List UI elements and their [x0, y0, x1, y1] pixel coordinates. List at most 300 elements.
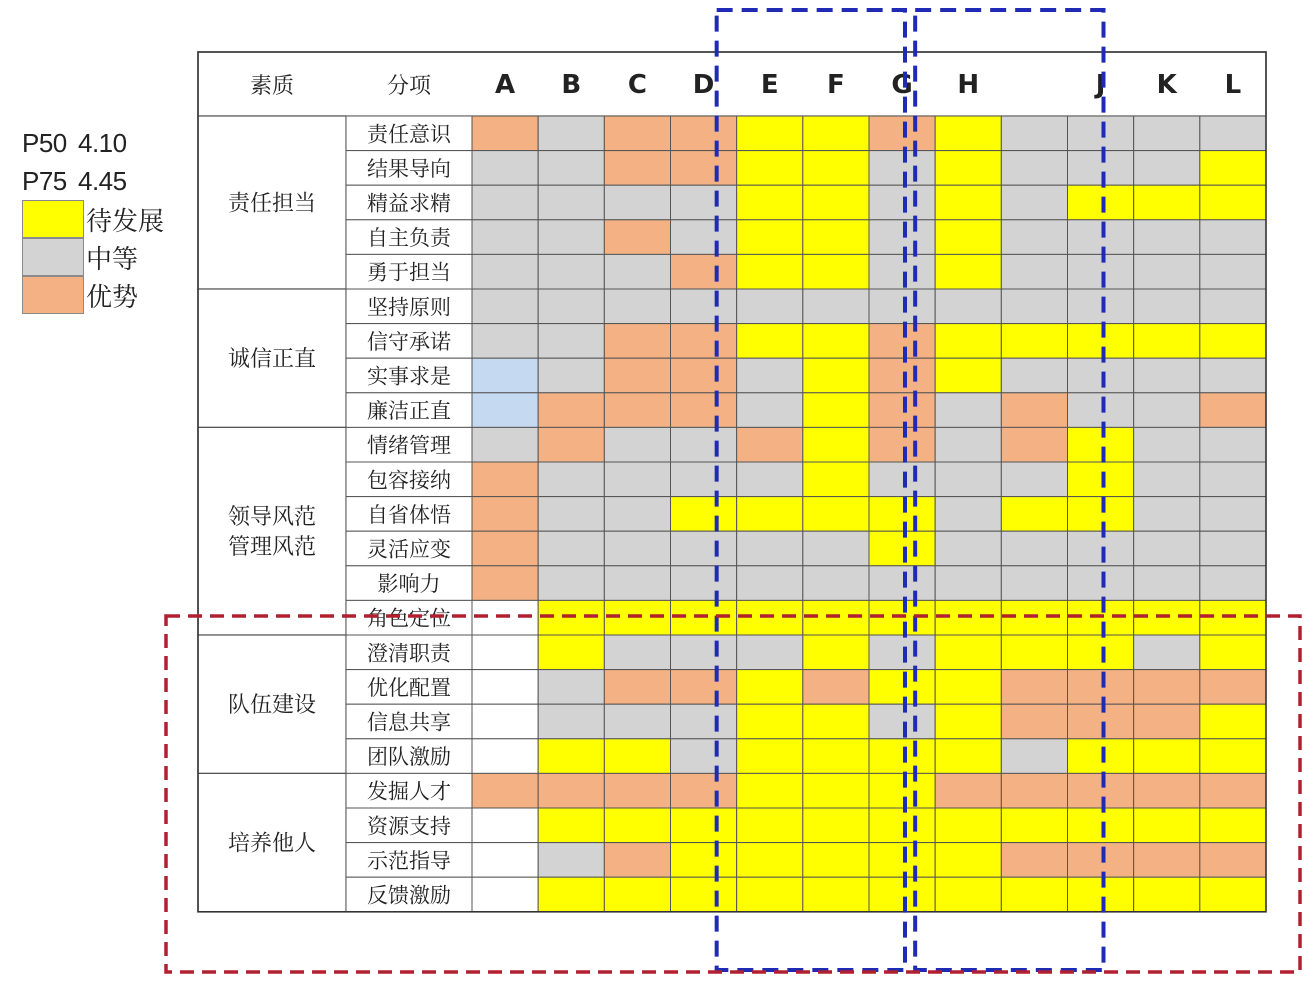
matrix-cell	[869, 704, 935, 739]
matrix-cell	[538, 739, 604, 774]
p50-value: 4.10	[78, 128, 127, 158]
matrix-cell	[671, 289, 737, 324]
matrix-cell	[1200, 635, 1266, 670]
matrix-cell	[1001, 116, 1067, 151]
matrix-cell	[1134, 427, 1200, 462]
matrix-cell	[671, 531, 737, 566]
matrix-cell	[1134, 151, 1200, 186]
matrix-cell	[671, 358, 737, 393]
matrix-cell	[472, 704, 538, 739]
matrix-cell	[472, 808, 538, 843]
matrix-cell	[671, 324, 737, 359]
matrix-cell	[803, 739, 869, 774]
header-col-G: G	[891, 70, 913, 100]
matrix-cell	[1200, 462, 1266, 497]
matrix-cell	[538, 324, 604, 359]
matrix-cell	[869, 773, 935, 808]
matrix-cell	[1001, 393, 1067, 428]
matrix-cell	[671, 704, 737, 739]
group-label: 责任担当	[227, 191, 317, 217]
item-label: 包容接纳	[367, 468, 451, 493]
matrix-cell	[1068, 773, 1134, 808]
matrix-cell	[869, 254, 935, 289]
item-label: 实事求是	[367, 364, 451, 389]
matrix-cell	[671, 566, 737, 601]
matrix-cell	[1068, 566, 1134, 601]
matrix-cell	[1134, 358, 1200, 393]
matrix-cell	[935, 704, 1001, 739]
matrix-cell	[1068, 739, 1134, 774]
matrix-cell	[1068, 324, 1134, 359]
matrix-cell	[1200, 427, 1266, 462]
matrix-cell	[869, 151, 935, 186]
matrix-cell	[737, 531, 803, 566]
matrix-cell	[737, 427, 803, 462]
matrix-cell	[1001, 497, 1067, 532]
matrix-cell	[472, 289, 538, 324]
matrix-cell	[604, 289, 670, 324]
matrix-cell	[737, 151, 803, 186]
matrix-cell	[671, 808, 737, 843]
header-col-B: B	[561, 70, 582, 100]
matrix-cell	[472, 393, 538, 428]
header-col-H: H	[957, 70, 980, 100]
matrix-cell	[1134, 808, 1200, 843]
matrix-cell	[1068, 254, 1134, 289]
matrix-cell	[472, 427, 538, 462]
matrix-cell	[935, 531, 1001, 566]
item-label: 自主负责	[367, 226, 451, 251]
matrix-cell	[869, 531, 935, 566]
matrix-cell	[538, 497, 604, 532]
matrix-cell	[604, 670, 670, 705]
matrix-cell	[538, 254, 604, 289]
item-label: 资源支持	[367, 814, 451, 839]
matrix-cell	[1001, 151, 1067, 186]
matrix-cell	[604, 393, 670, 428]
matrix-cell	[869, 566, 935, 601]
matrix-cell	[737, 289, 803, 324]
matrix-cell	[1134, 324, 1200, 359]
matrix-cell	[604, 462, 670, 497]
matrix-cell	[671, 670, 737, 705]
matrix-cell	[803, 635, 869, 670]
item-label: 责任意识	[367, 122, 451, 147]
group-label: 诚信正直	[227, 347, 317, 373]
matrix-cell	[935, 497, 1001, 532]
matrix-cell	[803, 877, 869, 912]
matrix-cell	[803, 427, 869, 462]
matrix-cell	[803, 808, 869, 843]
group-label: 培养他人	[227, 831, 317, 857]
matrix-cell	[737, 704, 803, 739]
matrix-cell	[737, 254, 803, 289]
matrix-cell	[671, 773, 737, 808]
matrix-cell	[604, 808, 670, 843]
matrix-cell	[1068, 462, 1134, 497]
item-label: 信守承诺	[367, 329, 451, 354]
matrix-cell	[935, 185, 1001, 220]
matrix-cell	[935, 670, 1001, 705]
matrix-cell	[1134, 843, 1200, 878]
matrix-cell	[1134, 462, 1200, 497]
matrix-cell	[1200, 185, 1266, 220]
matrix-cell	[1200, 254, 1266, 289]
matrix-cell	[737, 116, 803, 151]
matrix-cell	[803, 462, 869, 497]
matrix-cell	[671, 151, 737, 186]
matrix-cell	[803, 497, 869, 532]
matrix-cell	[604, 739, 670, 774]
matrix-cell	[538, 393, 604, 428]
matrix-cell	[737, 393, 803, 428]
matrix-cell	[803, 151, 869, 186]
matrix-cell	[604, 427, 670, 462]
matrix-cell	[1068, 393, 1134, 428]
matrix-cell	[472, 843, 538, 878]
matrix-cell	[1200, 116, 1266, 151]
matrix-cell	[1200, 531, 1266, 566]
matrix-cell	[869, 220, 935, 255]
matrix-cell	[538, 670, 604, 705]
matrix-cell	[1134, 531, 1200, 566]
matrix-cell	[472, 739, 538, 774]
matrix-cell	[604, 843, 670, 878]
matrix-cell	[1068, 116, 1134, 151]
matrix-cell	[1001, 635, 1067, 670]
matrix-cell	[538, 462, 604, 497]
matrix-cell	[935, 427, 1001, 462]
matrix-cell	[538, 566, 604, 601]
legend-label-medium: 中等	[86, 243, 139, 274]
matrix-cell	[604, 773, 670, 808]
matrix-cell	[1134, 220, 1200, 255]
matrix-cell	[1134, 566, 1200, 601]
item-label: 信息共享	[367, 710, 451, 735]
matrix-cell	[737, 185, 803, 220]
matrix-cell	[1068, 151, 1134, 186]
matrix-cell	[1200, 739, 1266, 774]
item-label: 灵活应变	[367, 537, 451, 562]
p75-label: P75	[22, 166, 67, 196]
matrix-cell	[538, 220, 604, 255]
header-item: 分项	[386, 74, 432, 99]
matrix-cell	[472, 462, 538, 497]
matrix-cell	[604, 877, 670, 912]
item-label: 自省体悟	[367, 502, 451, 527]
matrix-cell	[538, 704, 604, 739]
legend-label-advantage: 优势	[86, 281, 139, 312]
item-label: 团队激励	[367, 745, 451, 770]
matrix-cell	[472, 635, 538, 670]
matrix-cell	[1200, 289, 1266, 324]
matrix-cell	[604, 185, 670, 220]
matrix-cell	[1068, 877, 1134, 912]
matrix-cell	[803, 185, 869, 220]
matrix-cell	[1001, 220, 1067, 255]
matrix-cell	[1001, 531, 1067, 566]
header-col-F: F	[827, 70, 845, 100]
group-label: 队伍建设	[227, 693, 317, 719]
matrix-cell	[472, 220, 538, 255]
matrix-cell	[1200, 324, 1266, 359]
item-label: 勇于担当	[367, 260, 451, 285]
matrix-cell	[1134, 116, 1200, 151]
matrix-cell	[671, 254, 737, 289]
matrix-cell	[604, 704, 670, 739]
matrix-cell	[472, 773, 538, 808]
group-cell	[198, 427, 346, 635]
header-col-L: L	[1224, 70, 1242, 100]
matrix-cell	[935, 151, 1001, 186]
matrix-cell	[869, 393, 935, 428]
matrix-cell	[604, 220, 670, 255]
matrix-cell	[1001, 254, 1067, 289]
matrix-cell	[472, 531, 538, 566]
matrix-cell	[1001, 739, 1067, 774]
matrix-cell	[737, 566, 803, 601]
matrix-cell	[935, 116, 1001, 151]
matrix-cell	[1134, 289, 1200, 324]
matrix-cell	[538, 151, 604, 186]
matrix-cell	[538, 808, 604, 843]
matrix-cell	[1200, 843, 1266, 878]
matrix-cell	[1134, 739, 1200, 774]
matrix-cell	[671, 427, 737, 462]
header-col-E: E	[760, 70, 779, 100]
p75-value: 4.45	[78, 166, 127, 196]
matrix-cell	[671, 739, 737, 774]
matrix-cell	[538, 877, 604, 912]
matrix-cell	[935, 843, 1001, 878]
matrix-cell	[1200, 704, 1266, 739]
header-col-J: J	[1095, 70, 1106, 100]
matrix-cell	[1200, 773, 1266, 808]
header-col-D: D	[692, 70, 715, 100]
matrix-cell	[1068, 808, 1134, 843]
item-label: 优化配置	[367, 675, 451, 700]
matrix-cell	[1200, 358, 1266, 393]
matrix-cell	[472, 324, 538, 359]
matrix-cell	[671, 462, 737, 497]
matrix-cell	[803, 289, 869, 324]
matrix-cell	[1001, 843, 1067, 878]
matrix-cell	[1068, 185, 1134, 220]
matrix-cell	[1134, 877, 1200, 912]
matrix-cell	[737, 843, 803, 878]
matrix-cell	[671, 116, 737, 151]
item-label: 精益求精	[367, 191, 451, 216]
matrix-cell	[1068, 635, 1134, 670]
matrix-cell	[1001, 773, 1067, 808]
matrix-cell	[472, 877, 538, 912]
matrix-cell	[1001, 704, 1067, 739]
matrix-cell	[737, 877, 803, 912]
matrix-cell	[1134, 393, 1200, 428]
matrix-cell	[671, 843, 737, 878]
matrix-cell	[1200, 497, 1266, 532]
matrix-cell	[472, 566, 538, 601]
matrix-cell	[1200, 151, 1266, 186]
group-label: 管理风范	[227, 535, 317, 561]
matrix-cell	[803, 324, 869, 359]
matrix-cell	[1134, 254, 1200, 289]
matrix-cell	[935, 289, 1001, 324]
matrix-cell	[1001, 670, 1067, 705]
item-label: 影响力	[377, 572, 441, 597]
matrix-cell	[803, 220, 869, 255]
matrix-cell	[869, 635, 935, 670]
p50-label: P50	[22, 128, 67, 158]
matrix-cell	[803, 843, 869, 878]
matrix-cell	[869, 739, 935, 774]
matrix-cell	[803, 254, 869, 289]
header-category: 素质	[249, 74, 295, 99]
matrix-cell	[803, 566, 869, 601]
matrix-cell	[671, 877, 737, 912]
matrix-cell	[803, 670, 869, 705]
matrix-cell	[869, 843, 935, 878]
matrix-cell	[935, 877, 1001, 912]
item-label: 角色定位	[367, 606, 451, 631]
matrix-cell	[935, 393, 1001, 428]
matrix-cell	[604, 151, 670, 186]
matrix-cell	[737, 497, 803, 532]
matrix-cell	[803, 393, 869, 428]
matrix-cell	[538, 531, 604, 566]
matrix-cell	[935, 220, 1001, 255]
matrix-cell	[869, 185, 935, 220]
matrix-cell	[671, 185, 737, 220]
matrix-cell	[1134, 497, 1200, 532]
matrix-cell	[604, 358, 670, 393]
matrix-cell	[737, 739, 803, 774]
matrix-cell	[935, 739, 1001, 774]
matrix-cell	[869, 358, 935, 393]
matrix-cell	[671, 497, 737, 532]
matrix-cell	[1001, 462, 1067, 497]
matrix-cell	[472, 497, 538, 532]
matrix-cell	[1001, 566, 1067, 601]
matrix-cell	[1001, 289, 1067, 324]
matrix-cell	[869, 116, 935, 151]
matrix-cell	[1068, 704, 1134, 739]
matrix-cell	[869, 877, 935, 912]
matrix-cell	[1001, 358, 1067, 393]
matrix-cell	[737, 324, 803, 359]
matrix-cell	[1001, 427, 1067, 462]
matrix-cell	[935, 566, 1001, 601]
item-label: 情绪管理	[367, 433, 451, 458]
matrix-cell	[538, 185, 604, 220]
matrix-cell	[1001, 808, 1067, 843]
header-col-K: K	[1156, 70, 1177, 100]
matrix-cell	[869, 462, 935, 497]
matrix-cell	[604, 324, 670, 359]
matrix-cell	[1200, 220, 1266, 255]
header-col-A: A	[495, 70, 516, 100]
matrix-cell	[604, 254, 670, 289]
matrix-cell	[935, 254, 1001, 289]
matrix-cell	[935, 773, 1001, 808]
matrix-cell	[1134, 704, 1200, 739]
matrix-cell	[604, 531, 670, 566]
item-label: 坚持原则	[367, 295, 451, 320]
matrix-cell	[538, 116, 604, 151]
matrix-cell	[472, 151, 538, 186]
matrix-cell	[538, 289, 604, 324]
item-label: 发掘人才	[367, 779, 451, 804]
matrix-cell	[472, 358, 538, 393]
matrix-cell	[671, 635, 737, 670]
item-label: 示范指导	[367, 848, 451, 873]
matrix-cell	[1068, 220, 1134, 255]
matrix-cell	[1068, 289, 1134, 324]
matrix-cell	[1200, 393, 1266, 428]
matrix-cell	[1068, 531, 1134, 566]
matrix-cell	[1200, 877, 1266, 912]
matrix-cell	[1200, 566, 1266, 601]
item-label: 结果导向	[367, 156, 451, 181]
matrix-cell	[737, 462, 803, 497]
header-row	[198, 52, 1266, 116]
matrix-cell	[803, 358, 869, 393]
matrix-cell	[1068, 427, 1134, 462]
matrix-cell	[671, 220, 737, 255]
matrix-cell	[604, 497, 670, 532]
matrix-cell	[1068, 497, 1134, 532]
matrix-cell	[1068, 843, 1134, 878]
matrix-cell	[1200, 808, 1266, 843]
legend-label-develop: 待发展	[86, 205, 165, 236]
matrix-cell	[1001, 185, 1067, 220]
matrix-cell	[869, 808, 935, 843]
matrix-cell	[737, 220, 803, 255]
matrix-cell	[869, 324, 935, 359]
header-col-C: C	[627, 70, 647, 100]
matrix-cell	[803, 116, 869, 151]
item-label: 廉洁正直	[367, 399, 451, 424]
matrix-cell	[538, 635, 604, 670]
matrix-cell	[803, 531, 869, 566]
matrix-cell	[472, 116, 538, 151]
matrix-cell	[803, 704, 869, 739]
matrix-cell	[935, 635, 1001, 670]
matrix-cell	[1134, 670, 1200, 705]
matrix-cell	[472, 670, 538, 705]
matrix-cell	[737, 670, 803, 705]
matrix-cell	[869, 497, 935, 532]
matrix-cell	[935, 462, 1001, 497]
matrix-cell	[1134, 185, 1200, 220]
group-label: 领导风范	[227, 505, 317, 531]
matrix-cell	[604, 116, 670, 151]
matrix-cell	[737, 358, 803, 393]
item-label: 反馈激励	[367, 883, 451, 908]
matrix-cell	[538, 843, 604, 878]
matrix-cell	[538, 358, 604, 393]
matrix-cell	[1134, 773, 1200, 808]
matrix-cell	[737, 808, 803, 843]
matrix-cell	[472, 185, 538, 220]
matrix-cell	[869, 289, 935, 324]
matrix-cell	[604, 635, 670, 670]
matrix-cell	[538, 427, 604, 462]
matrix-cell	[1068, 358, 1134, 393]
matrix-cell	[935, 358, 1001, 393]
matrix-cell	[538, 773, 604, 808]
matrix-cell	[935, 808, 1001, 843]
